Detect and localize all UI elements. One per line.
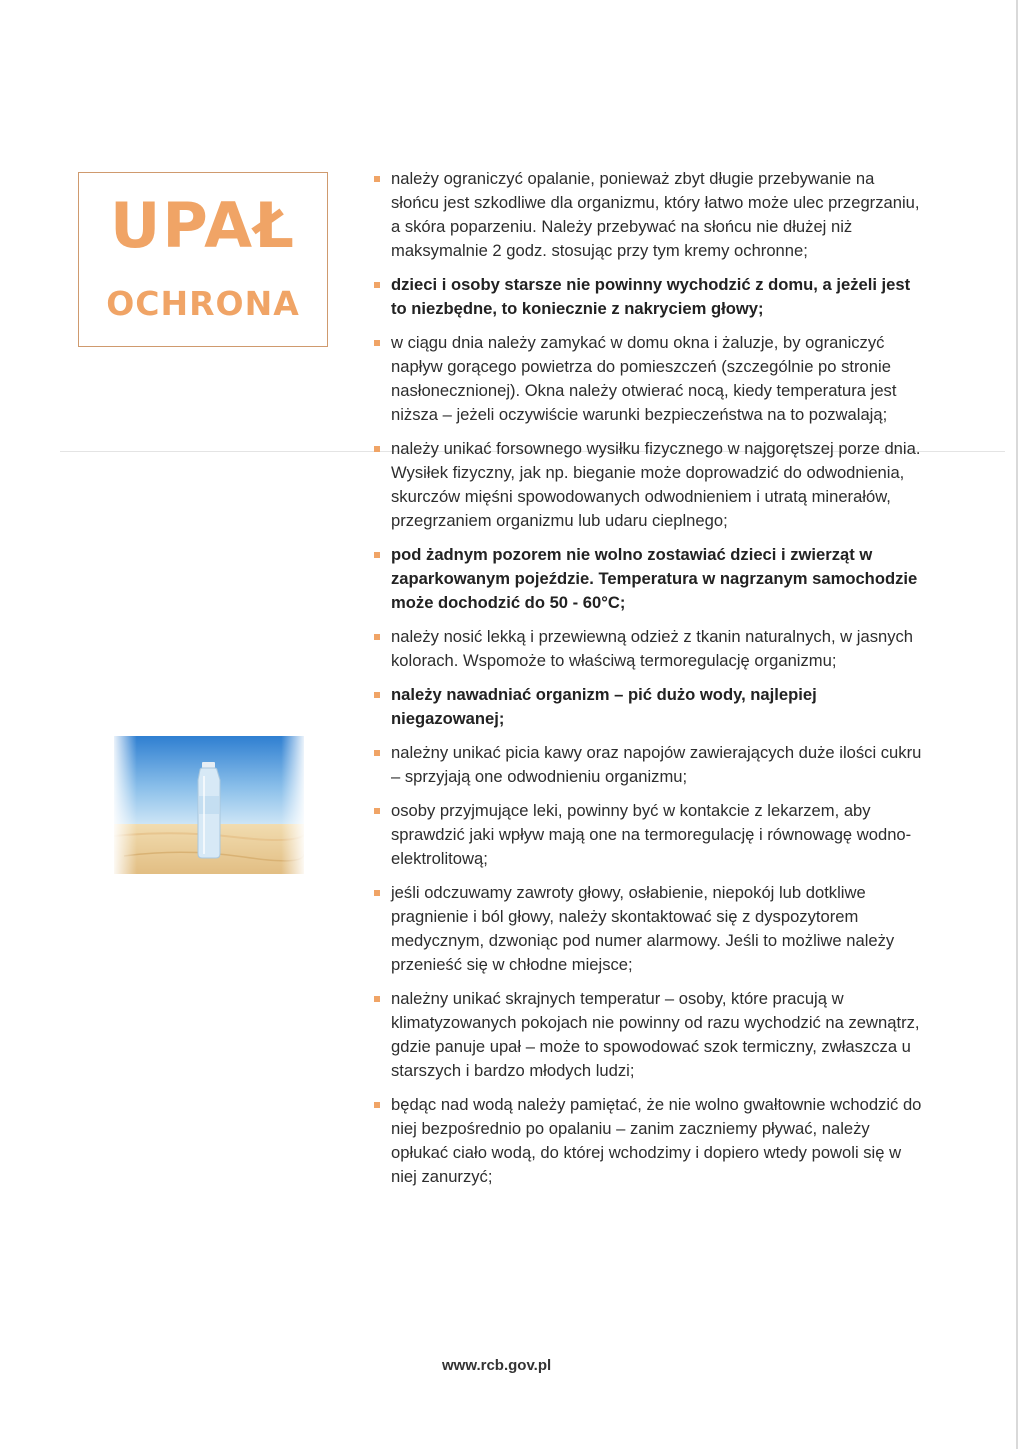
safety-tips-list — [374, 167, 924, 1199]
title-box — [78, 172, 328, 347]
list-item: w ciągu dnia należy zamykać w domu okna i żaluzje, by ograniczyć napływ gorącego powietrza do pomieszczeń (szczególnie po stronie nasłonecznionej). Okna należy otwierać nocą, kiedy temperatura jest niższa – jeżeli oczywiście warunki bezpieczeństwa na to pozwalają; — [374, 331, 924, 427]
page-title: UPAŁ — [110, 189, 296, 262]
water-bottle-on-beach-photo — [114, 736, 304, 874]
list-item: jeśli odczuwamy zawroty głowy, osłabienie, niepokój lub dotkliwe pragnienie i ból głowy, należy skontaktować się z dyspozytorem medycznym, dzwoniąc pod numer alarmowy. Jeśli to możliwe należy przenieść się w chłodne miejsce; — [374, 881, 924, 977]
list-item: należny unikać picia kawy oraz napojów zawierających duże ilości cukru – sprzyjają one odwodnieniu organizmu; — [374, 741, 924, 789]
list-item: będąc nad wodą należy pamiętać, że nie wolno gwałtownie wchodzić do niej bezpośrednio po opalaniu – zanim zaczniemy pływać, należy opłukać ciało wodą, do której wchodzimy i dopiero wtedy powoli się w niej zanurzyć; — [374, 1093, 924, 1189]
list-item: należy nosić lekką i przewiewną odzież z tkanin naturalnych, w jasnych kolorach. Wspomoże to właściwą termoregulację organizmu; — [374, 625, 924, 673]
list-item: dzieci i osoby starsze nie powinny wychodzić z domu, a jeżeli jest to niezbędne, to koniecznie z nakryciem głowy; — [374, 273, 924, 321]
footer-url: www.rcb.gov.pl — [442, 1357, 552, 1374]
list-item: należy nawadniać organizm – pić dużo wody, najlepiej niegazowanej; — [374, 683, 924, 731]
list-item: należny unikać skrajnych temperatur – osoby, które pracują w klimatyzowanych pokojach nie powinny od razu wychodzić na zewnątrz, gdzie panuje upał – może to spowodować szok termiczny, zwłaszcza u starszych i bardzo młodych ludzi; — [374, 987, 924, 1083]
page-subtitle: OCHRONA — [106, 284, 300, 323]
scan-edge — [1016, 0, 1018, 1449]
list-item: należy ograniczyć opalanie, ponieważ zbyt długie przebywanie na słońcu jest szkodliwe dla organizmu, który łatwo może ulec przegrzaniu, a skóra poparzeniu. Należy przebywać na słońcu nie dłużej niż maksymalnie 2 godz. stosując przy tym kremy ochronne; — [374, 167, 924, 263]
list-item: należy unikać forsownego wysiłku fizycznego w najgorętszej porze dnia. Wysiłek fizyczny, jak np. bieganie może doprowadzić do odwodnienia, skurczów mięśni spowodowanych odwodnieniem i utratą minerałów, przegrzaniem organizmu lub udaru cieplnego; — [374, 437, 924, 533]
list-item: pod żadnym pozorem nie wolno zostawiać dzieci i zwierząt w zaparkowanym pojeździe. Temperatura w nagrzanym samochodzie może dochodzić do 50 - 60°C; — [374, 543, 924, 615]
list-item: osoby przyjmujące leki, powinny być w kontakcie z lekarzem, aby sprawdzić jaki wpływ mają one na termoregulację i równowagę wodno-elektrolitową; — [374, 799, 924, 871]
